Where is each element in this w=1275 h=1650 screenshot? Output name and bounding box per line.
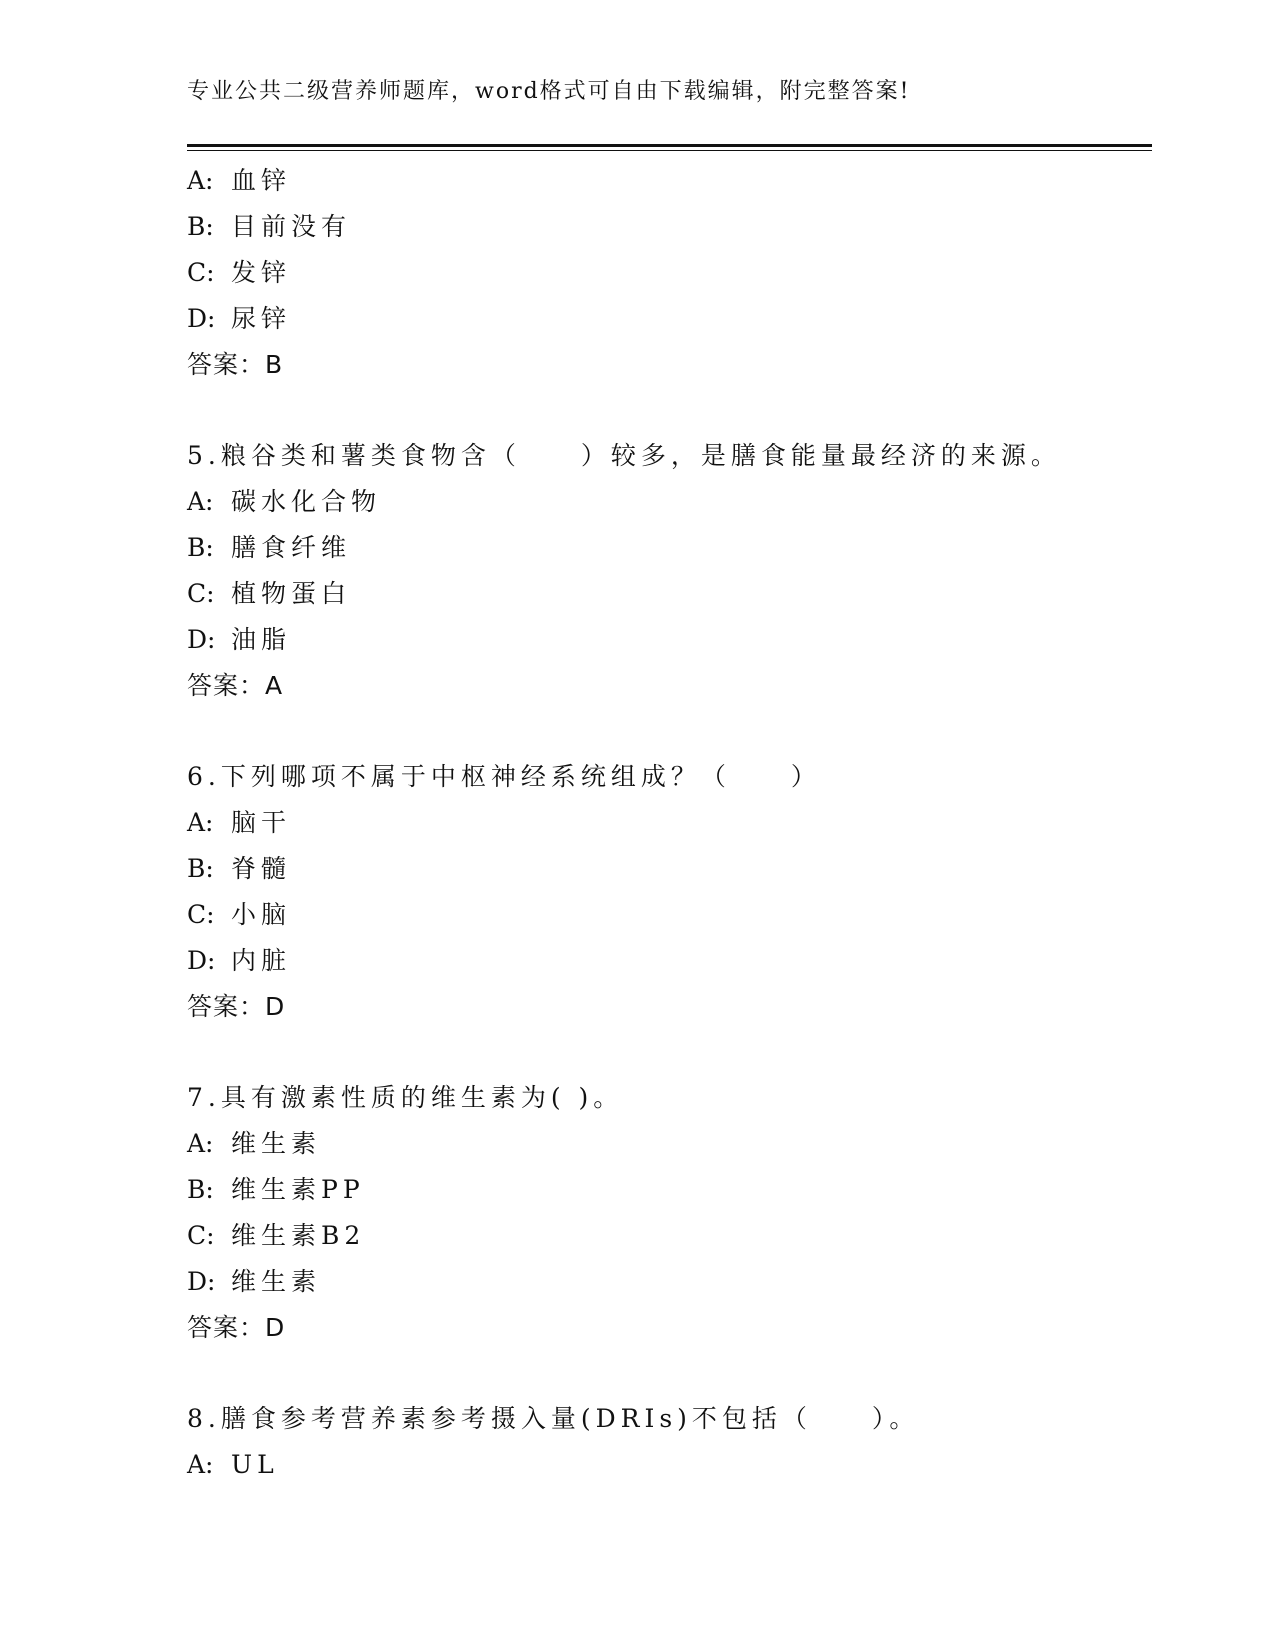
answer-line: 答案：A bbox=[187, 671, 284, 700]
option-a: A: 脑干 bbox=[187, 808, 292, 837]
option-a: A: 血锌 bbox=[187, 166, 292, 195]
question-stem: 6.下列哪项不属于中枢神经系统组成？（ ） bbox=[187, 762, 821, 791]
answer-line: 答案：B bbox=[187, 350, 284, 379]
page-header: 专业公共二级营养师题库，word格式可自由下载编辑，附完整答案! bbox=[187, 79, 911, 104]
option-b: B: 脊髓 bbox=[187, 854, 292, 883]
question-stem: 7.具有激素性质的维生素为( )。 bbox=[187, 1083, 624, 1112]
question-block-8 bbox=[187, 1396, 1152, 1488]
option-c: C: 小脑 bbox=[187, 900, 292, 929]
header-rule-thick bbox=[187, 144, 1152, 147]
answer-line: 答案：D bbox=[187, 1313, 286, 1342]
option-b: B: 维生素PP bbox=[187, 1175, 365, 1204]
question-stem: 8.膳食参考营养素参考摄入量(DRIs)不包括（ ）。 bbox=[187, 1404, 920, 1433]
question-block-7 bbox=[187, 1075, 1152, 1351]
header-rule-thin bbox=[187, 150, 1152, 151]
question-stem: 5.粮谷类和薯类食物含（ ）较多，是膳食能量最经济的来源。 bbox=[187, 441, 1061, 470]
question-list bbox=[187, 158, 1152, 1488]
option-d: D: 内脏 bbox=[187, 946, 292, 975]
option-c: C: 发锌 bbox=[187, 258, 292, 287]
option-d: D: 尿锌 bbox=[187, 304, 292, 333]
question-block-5 bbox=[187, 433, 1152, 709]
option-c: C: 植物蛋白 bbox=[187, 579, 352, 608]
option-d: D: 维生素 bbox=[187, 1267, 322, 1296]
question-block-prev bbox=[187, 158, 1152, 388]
option-c: C: 维生素B2 bbox=[187, 1221, 366, 1250]
answer-line: 答案：D bbox=[187, 992, 286, 1021]
option-b: B: 膳食纤维 bbox=[187, 533, 352, 562]
option-b: B: 目前没有 bbox=[187, 212, 352, 241]
option-a: A: 维生素 bbox=[187, 1129, 322, 1158]
option-d: D: 油脂 bbox=[187, 625, 292, 654]
option-a: A: UL bbox=[187, 1450, 279, 1479]
option-a: A: 碳水化合物 bbox=[187, 487, 382, 516]
question-block-6 bbox=[187, 754, 1152, 1030]
